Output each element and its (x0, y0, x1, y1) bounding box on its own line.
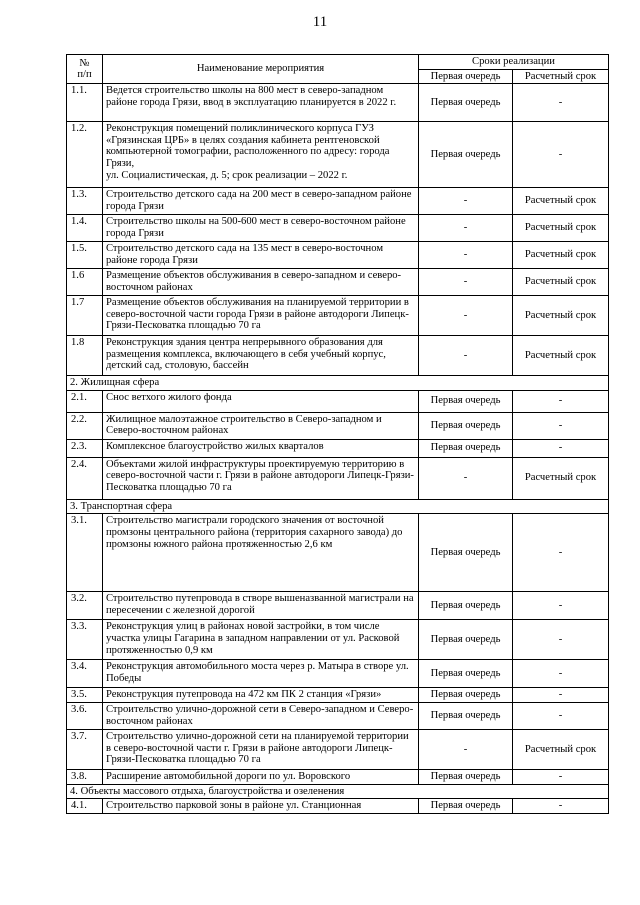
table-row (67, 457, 609, 499)
table-row (67, 215, 609, 242)
table-row (67, 296, 609, 336)
row-number: 3.4. (67, 660, 103, 688)
row-number: 3.1. (67, 514, 103, 592)
table-row (67, 84, 609, 122)
table-row (67, 122, 609, 188)
measure-name: Строительство парковой зоны в районе ул. Станционная (103, 799, 419, 814)
first-stage-cell: Первая очередь (419, 514, 513, 592)
table-row (67, 242, 609, 269)
table-row (67, 799, 609, 814)
measure-name: Ведется строительство школы на 800 мест в северо-западном районе города Грязи, ввод в эксплуатацию планируется в 2022 г. (103, 84, 419, 122)
measure-name: Жилищное малоэтажное строительство в Северо-западном и Северо-восточном районах (103, 412, 419, 439)
first-stage-cell: Первая очередь (419, 122, 513, 188)
measure-name: Строительство детского сада на 200 мест в северо-западном районе города Грязи (103, 188, 419, 215)
row-number: 3.2. (67, 592, 103, 620)
measure-name: Реконструкция автомобильного моста через р. Матыра в створе ул. Победы (103, 660, 419, 688)
measure-name: Объектами жилой инфраструктуры проектируемую территорию в северо-восточной части г. Грязи в районе автодороги Липецк-Грязи-Песковатка площадью 70 га (103, 457, 419, 499)
first-stage-cell: - (419, 296, 513, 336)
section-title: 2. Жилищная сфера (67, 376, 609, 391)
row-number: 1.6 (67, 269, 103, 296)
table-body (67, 84, 609, 814)
first-stage-cell: - (419, 336, 513, 376)
table-row (67, 660, 609, 688)
header-name: Наименование мероприятия (103, 55, 419, 84)
row-number: 1.8 (67, 336, 103, 376)
measure-name: Строительство улично-дорожной сети на планируемой территории в северо-восточной части г. Грязи в районе автодороги Липецк-Грязи-Песковатка площадью 70 га (103, 729, 419, 769)
row-number: 1.1. (67, 84, 103, 122)
section-title: 4. Объекты массового отдыха, благоустройства и озеленения (67, 784, 609, 799)
measure-name: Реконструкция здания центра непрерывного образования для размещения комплекса, включающего в себя учебный корпус, детский сад, столовую, бассейн (103, 336, 419, 376)
measure-name: Реконструкция помещений поликлинического корпуса ГУЗ «Грязинская ЦРБ» в целях создания кабинета рентгеновской компьютерной томографии, расположенного по адресу: города Грязи, ул. Социалистическая, д. 5; срок реализации – 2022 г. (103, 122, 419, 188)
first-stage-cell: Первая очередь (419, 702, 513, 729)
measure-name: Снос ветхого жилого фонда (103, 390, 419, 412)
row-number: 3.8. (67, 769, 103, 784)
page-number: 11 (312, 14, 328, 30)
estimated-term-cell: Расчетный срок (513, 242, 609, 269)
estimated-term-cell: Расчетный срок (513, 269, 609, 296)
measure-name: Реконструкция путепровода на 472 км ПК 2 станция «Грязи» (103, 688, 419, 703)
first-stage-cell: - (419, 242, 513, 269)
section-row (67, 499, 609, 514)
estimated-term-cell: - (513, 769, 609, 784)
first-stage-cell: Первая очередь (419, 799, 513, 814)
row-number: 2.3. (67, 439, 103, 457)
table-row (67, 439, 609, 457)
estimated-term-cell: Расчетный срок (513, 336, 609, 376)
table-row (67, 390, 609, 412)
measure-name: Строительство магистрали городского значения от восточной промзоны центрального района (территория сахарного завода) до промзоны южного района протяженностью 2,6 км (103, 514, 419, 592)
row-number: 2.4. (67, 457, 103, 499)
row-number: 2.1. (67, 390, 103, 412)
estimated-term-cell: Расчетный срок (513, 296, 609, 336)
row-number: 1.4. (67, 215, 103, 242)
section-row (67, 784, 609, 799)
first-stage-cell: - (419, 269, 513, 296)
measures-table (66, 54, 609, 814)
row-number: 3.5. (67, 688, 103, 703)
estimated-term-cell: Расчетный срок (513, 188, 609, 215)
first-stage-cell: Первая очередь (419, 439, 513, 457)
row-number: 1.2. (67, 122, 103, 188)
first-stage-cell: Первая очередь (419, 390, 513, 412)
section-row (67, 376, 609, 391)
measure-name: Размещение объектов обслуживания в северо-западном и северо-восточном районах (103, 269, 419, 296)
measure-name: Расширение автомобильной дороги по ул. Воровского (103, 769, 419, 784)
first-stage-cell: Первая очередь (419, 688, 513, 703)
first-stage-cell: - (419, 215, 513, 242)
measure-name: Строительство школы на 500-600 мест в северо-восточном районе города Грязи (103, 215, 419, 242)
measure-name: Размещение объектов обслуживания на планируемой территории в северо-восточной части города Грязи в районе автодороги Липецк-Грязи-Песковатка площадью 70 га (103, 296, 419, 336)
first-stage-cell: Первая очередь (419, 412, 513, 439)
estimated-term-cell: - (513, 799, 609, 814)
first-stage-cell: - (419, 188, 513, 215)
estimated-term-cell: - (513, 592, 609, 620)
measure-name: Строительство улично-дорожной сети в Северо-западном и Северо-восточном районах (103, 702, 419, 729)
header-num: № п/п (67, 55, 103, 84)
table-row (67, 702, 609, 729)
table-row (67, 514, 609, 592)
table-row (67, 688, 609, 703)
estimated-term-cell: - (513, 84, 609, 122)
row-number: 1.3. (67, 188, 103, 215)
estimated-term-cell: - (513, 688, 609, 703)
estimated-term-cell: - (513, 660, 609, 688)
first-stage-cell: Первая очередь (419, 592, 513, 620)
row-number: 3.7. (67, 729, 103, 769)
measure-name: Строительство путепровода в створе вышеназванной магистрали на пересечении с железной дорогой (103, 592, 419, 620)
estimated-term-cell: - (513, 390, 609, 412)
table-row (67, 592, 609, 620)
first-stage-cell: Первая очередь (419, 84, 513, 122)
table-row (67, 269, 609, 296)
measure-name: Строительство детского сада на 135 мест в северо-восточном районе города Грязи (103, 242, 419, 269)
estimated-term-cell: - (513, 514, 609, 592)
first-stage-cell: Первая очередь (419, 769, 513, 784)
estimated-term-cell: - (513, 439, 609, 457)
section-title: 3. Транспортная сфера (67, 499, 609, 514)
estimated-term-cell: - (513, 620, 609, 660)
row-number: 4.1. (67, 799, 103, 814)
row-number: 3.3. (67, 620, 103, 660)
row-number: 1.5. (67, 242, 103, 269)
estimated-term-cell: Расчетный срок (513, 729, 609, 769)
estimated-term-cell: Расчетный срок (513, 215, 609, 242)
table-row (67, 412, 609, 439)
first-stage-cell: Первая очередь (419, 660, 513, 688)
table-row (67, 729, 609, 769)
table-row (67, 769, 609, 784)
header-estimated-term: Расчетный срок (513, 69, 609, 84)
measure-name: Комплексное благоустройство жилых кварталов (103, 439, 419, 457)
estimated-term-cell: - (513, 412, 609, 439)
row-number: 1.7 (67, 296, 103, 336)
estimated-term-cell: Расчетный срок (513, 457, 609, 499)
first-stage-cell: - (419, 729, 513, 769)
table-row (67, 188, 609, 215)
measure-name: Реконструкция улиц в районах новой застройки, в том числе участка улицы Гагарина в западном направлении от ул. Расковой протяженностью 0,9 км (103, 620, 419, 660)
estimated-term-cell: - (513, 702, 609, 729)
first-stage-cell: Первая очередь (419, 620, 513, 660)
row-number: 2.2. (67, 412, 103, 439)
table-row (67, 336, 609, 376)
table-row (67, 620, 609, 660)
header-deadlines: Сроки реализации (419, 55, 609, 70)
estimated-term-cell: - (513, 122, 609, 188)
header-first-stage: Первая очередь (419, 69, 513, 84)
row-number: 3.6. (67, 702, 103, 729)
first-stage-cell: - (419, 457, 513, 499)
